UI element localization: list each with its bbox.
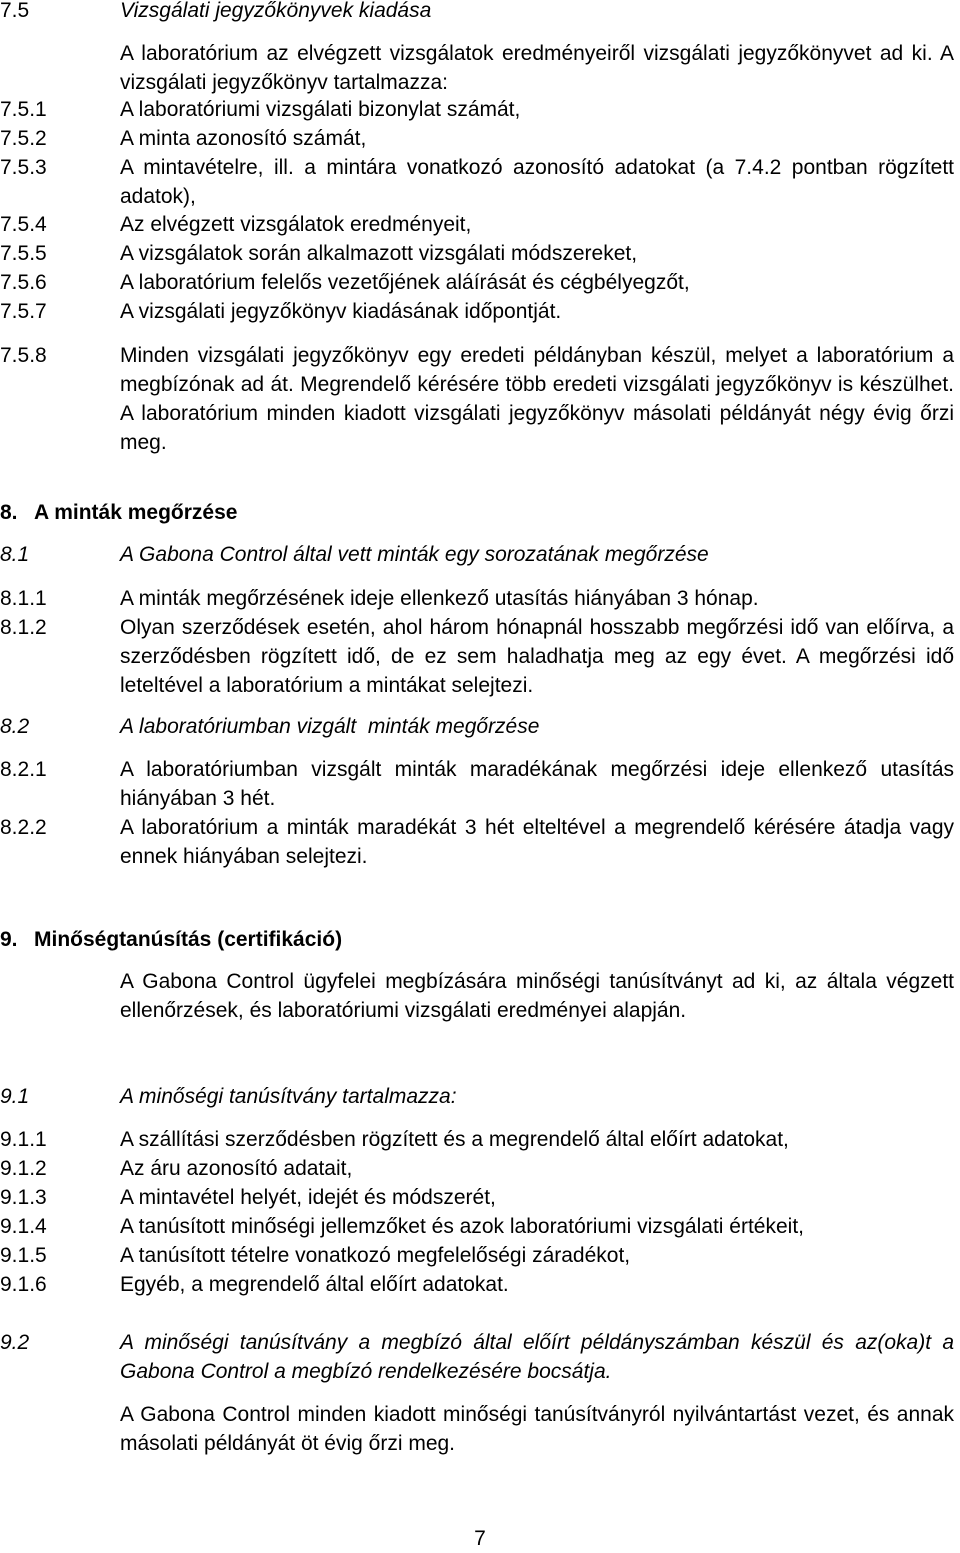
item-text: Az elvégzett vizsgálatok eredményeit, (120, 213, 472, 236)
item-number: 7.5.5 (0, 242, 47, 265)
list-item (0, 297, 960, 326)
item-text: A szállítási szerződésben rögzített és a megrendelő által előírt adatokat, (120, 1128, 789, 1151)
section-number: 9.2 (0, 1331, 30, 1354)
section-8-2-heading (0, 712, 960, 741)
item-number: 7.5.3 (0, 156, 47, 179)
list-item (0, 1270, 960, 1299)
section-title: A minőségi tanúsítvány a megbízó által előírt példányszámban készül és az(oka)t a Gabona Control a megbízó rendelkezésére bocsátja. (120, 1331, 954, 1383)
list-item (0, 755, 960, 813)
section-number: 9. (0, 928, 18, 951)
section-number: 8. (0, 501, 18, 524)
item-text: A laboratóriumban vizsgált minták maradékának megőrzési ideje ellenkező utasítás hiányában 3 hét. (120, 758, 954, 810)
section-title: A minőségi tanúsítvány tartalmazza: (120, 1085, 457, 1108)
section-9-heading (0, 925, 342, 954)
item-number: 8.1.2 (0, 616, 47, 639)
item-text: Minden vizsgálati jegyzőkönyv egy eredeti példányban készül, melyet a laboratórium a megbízónak ad át. Megrendelő kérésére több eredeti vizsgálati jegyzőkönyv is készülhet. A laboratórium minden kiadott vizsgálati jegyzőkönyv másolati példányát négy évig őrzi meg. (120, 344, 954, 454)
list-item (0, 210, 960, 239)
list-item (0, 153, 960, 211)
list-item (0, 239, 960, 268)
section-7-5-intro: A laboratórium az elvégzett vizsgálatok eredményeiről vizsgálati jegyzőkönyvet ad ki. A vizsgálati jegyzőkönyv tartalmazza: (120, 42, 954, 94)
list-item (0, 1183, 960, 1212)
item-text: A tanúsított tételre vonatkozó megfelelőségi záradékot, (120, 1244, 631, 1267)
item-text: A vizsgálati jegyzőkönyv kiadásának időpontját. (120, 300, 562, 323)
section-title: A Gabona Control által vett minták egy sorozatának megőrzése (120, 543, 709, 566)
item-text: A mintavételre, ill. a mintára vonatkozó azonosító adatokat (a 7.4.2 pontban rögzített adatok), (120, 156, 954, 208)
item-text: A vizsgálatok során alkalmazott vizsgálati módszereket, (120, 242, 638, 265)
item-number: 9.1.3 (0, 1186, 47, 1209)
section-title: A laboratóriumban vizgált minták megőrzése (120, 715, 540, 738)
list-item (0, 1154, 960, 1183)
item-text: A laboratóriumi vizsgálati bizonylat számát, (120, 98, 521, 121)
section-title: Vizsgálati jegyzőkönyvek kiadása (120, 0, 432, 22)
section-number: 7.5 (0, 0, 30, 22)
item-number: 7.5.1 (0, 98, 47, 121)
list-item (0, 584, 960, 613)
item-text: Egyéb, a megrendelő által előírt adatokat. (120, 1273, 509, 1296)
section-number: 9.1 (0, 1085, 30, 1108)
page-number: 7 (474, 1527, 486, 1550)
item-text: A laboratórium felelős vezetőjének aláírását és cégbélyegzőt, (120, 271, 690, 294)
item-number: 7.5.7 (0, 300, 47, 323)
section-number: 8.1 (0, 543, 30, 566)
item-number: 7.5.2 (0, 127, 47, 150)
section-9-2-text: A Gabona Control minden kiadott minőségi tanúsítványról nyilvántartást vezet, és annak másolati példányát öt évig őrzi meg. (120, 1403, 954, 1455)
list-item (0, 1212, 960, 1241)
list-item (0, 1241, 960, 1270)
item-number: 9.1.6 (0, 1273, 47, 1296)
list-item (0, 268, 960, 297)
item-number: 9.1.1 (0, 1128, 47, 1151)
item-text: A mintavétel helyét, idejét és módszerét, (120, 1186, 496, 1209)
list-item (0, 613, 960, 700)
item-number: 8.2.2 (0, 816, 47, 839)
section-number: 8.2 (0, 715, 30, 738)
item-number: 9.1.2 (0, 1157, 47, 1180)
item-number: 7.5.4 (0, 213, 47, 236)
list-item (0, 95, 960, 124)
item-number: 8.1.1 (0, 587, 47, 610)
section-7-5-heading (0, 0, 960, 25)
item-number: 7.5.6 (0, 271, 47, 294)
item-text: A minták megőrzésének ideje ellenkező utasítás hiányában 3 hónap. (120, 587, 759, 610)
list-item (0, 813, 960, 871)
section-8-1-heading (0, 540, 960, 569)
list-item (0, 341, 960, 457)
item-number: 8.2.1 (0, 758, 47, 781)
section-title: A minták megőrzése (34, 501, 238, 524)
item-text: A tanúsított minőségi jellemzőket és azok laboratóriumi vizsgálati értékeit, (120, 1215, 804, 1238)
section-9-intro: A Gabona Control ügyfelei megbízására minőségi tanúsítványt ad ki, az általa végzett ellenőrzések, és laboratóriumi vizsgálati eredményei alapján. (120, 970, 954, 1022)
section-9-1-heading (0, 1082, 960, 1111)
section-9-2-heading (0, 1328, 960, 1386)
item-number: 9.1.4 (0, 1215, 47, 1238)
item-text: A laboratórium a minták maradékát 3 hét elteltével a megrendelő kérésére átadja vagy ennek hiányában selejtezi. (120, 816, 954, 868)
section-title: Minőségtanúsítás (certifikáció) (34, 928, 343, 951)
item-number: 7.5.8 (0, 344, 47, 367)
item-number: 9.1.5 (0, 1244, 47, 1267)
list-item (0, 1125, 960, 1154)
section-8-heading (0, 498, 237, 527)
item-text: Az áru azonosító adatait, (120, 1157, 353, 1180)
item-text: A minta azonosító számát, (120, 127, 367, 150)
item-text: Olyan szerződések esetén, ahol három hónapnál hosszabb megőrzési idő van előírva, a szerződésben rögzített idő, de ez sem haladhatja meg az egy évet. A megőrzési idő leteltével a laboratórium a mintákat selejtezi. (120, 616, 954, 697)
list-item (0, 124, 960, 153)
